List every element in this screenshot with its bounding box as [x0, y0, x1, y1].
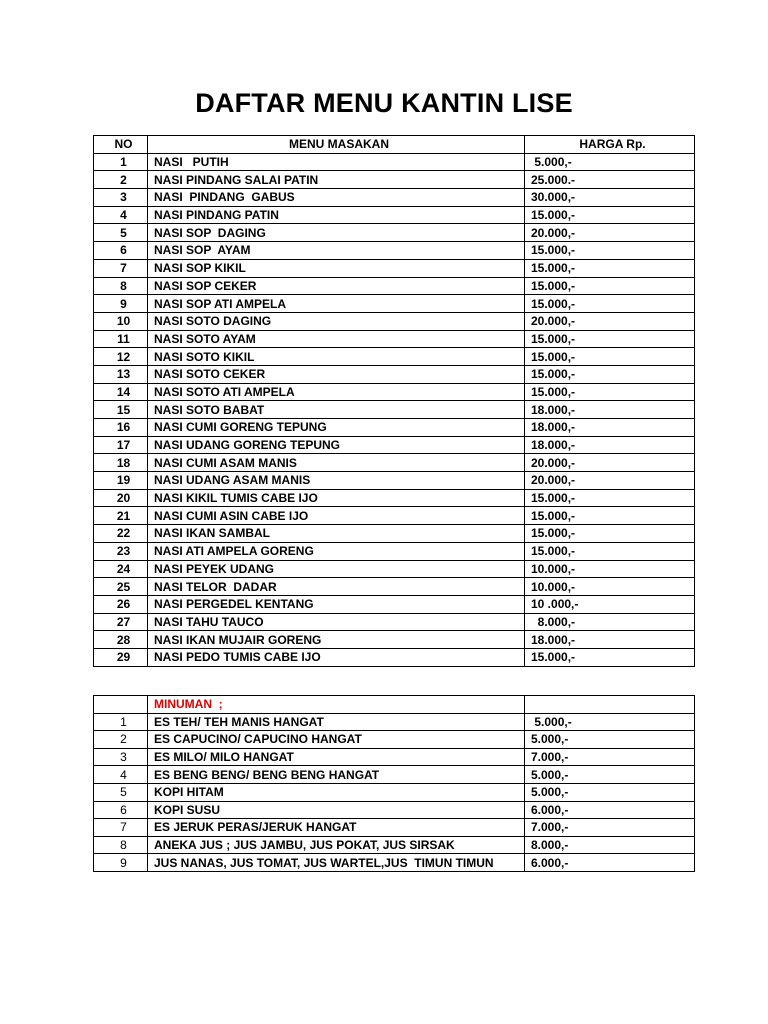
item-price: 15.000,- — [525, 489, 695, 507]
table-row — [94, 259, 695, 277]
table-row — [94, 419, 695, 437]
item-name: NASI IKAN MUJAIR GORENG — [148, 631, 525, 649]
item-number: 1 — [94, 153, 148, 171]
drink-header-no-cell — [94, 696, 148, 714]
table-row — [94, 731, 695, 749]
item-price: 15.000,- — [525, 330, 695, 348]
item-name: NASI KIKIL TUMIS CABE IJO — [148, 489, 525, 507]
item-price: 8.000,- — [525, 613, 695, 631]
item-name: JUS NANAS, JUS TOMAT, JUS WARTEL,JUS TIMUN TIMUN — [148, 854, 525, 872]
food-table-header-row — [94, 136, 695, 154]
item-price: 15.000,- — [525, 277, 695, 295]
item-number: 16 — [94, 419, 148, 437]
item-name: NASI CUMI ASIN CABE IJO — [148, 507, 525, 525]
item-price: 15.000,- — [525, 542, 695, 560]
item-number: 4 — [94, 766, 148, 784]
item-number: 27 — [94, 613, 148, 631]
item-name: NASI SOTO DAGING — [148, 312, 525, 330]
item-name: NASI PINDANG GABUS — [148, 189, 525, 207]
item-name: KOPI SUSU — [148, 801, 525, 819]
item-number: 24 — [94, 560, 148, 578]
table-row — [94, 836, 695, 854]
item-name: ES BENG BENG/ BENG BENG HANGAT — [148, 766, 525, 784]
item-name: NASI UDANG ASAM MANIS — [148, 472, 525, 490]
table-row — [94, 436, 695, 454]
column-header-menu: MENU MASAKAN — [148, 136, 525, 154]
item-number: 2 — [94, 731, 148, 749]
table-row — [94, 713, 695, 731]
table-row — [94, 801, 695, 819]
table-row — [94, 365, 695, 383]
item-number: 21 — [94, 507, 148, 525]
item-price: 30.000,- — [525, 189, 695, 207]
item-name: KOPI HITAM — [148, 783, 525, 801]
column-header-no: NO — [94, 136, 148, 154]
item-number: 4 — [94, 206, 148, 224]
item-number: 23 — [94, 542, 148, 560]
item-number: 22 — [94, 525, 148, 543]
item-price: 15.000,- — [525, 383, 695, 401]
item-name: NASI PERGEDEL KENTANG — [148, 595, 525, 613]
item-number: 8 — [94, 836, 148, 854]
item-name: NASI SOTO AYAM — [148, 330, 525, 348]
item-name: ES MILO/ MILO HANGAT — [148, 748, 525, 766]
item-number: 20 — [94, 489, 148, 507]
table-row — [94, 489, 695, 507]
item-number: 15 — [94, 401, 148, 419]
table-row — [94, 348, 695, 366]
item-name: NASI UDANG GORENG TEPUNG — [148, 436, 525, 454]
food-menu-table — [93, 135, 695, 667]
item-name: NASI CUMI GORENG TEPUNG — [148, 419, 525, 437]
item-number: 6 — [94, 242, 148, 260]
item-name: ANEKA JUS ; JUS JAMBU, JUS POKAT, JUS SIRSAK — [148, 836, 525, 854]
item-price: 15.000,- — [525, 365, 695, 383]
item-name: NASI PUTIH — [148, 153, 525, 171]
item-price: 15.000,- — [525, 507, 695, 525]
item-number: 17 — [94, 436, 148, 454]
item-price: 15.000,- — [525, 206, 695, 224]
drink-section-label: MINUMAN ; — [148, 696, 525, 714]
item-number: 6 — [94, 801, 148, 819]
column-header-price: HARGA Rp. — [525, 136, 695, 154]
item-name: NASI CUMI ASAM MANIS — [148, 454, 525, 472]
drink-table-header-row — [94, 696, 695, 714]
item-name: NASI ATI AMPELA GORENG — [148, 542, 525, 560]
table-row — [94, 854, 695, 872]
table-row — [94, 507, 695, 525]
item-price: 5.000,- — [525, 783, 695, 801]
item-number: 25 — [94, 578, 148, 596]
item-name: NASI SOP ATI AMPELA — [148, 295, 525, 313]
item-price: 20.000,- — [525, 312, 695, 330]
drink-menu-table — [93, 695, 695, 872]
table-row — [94, 648, 695, 666]
table-row — [94, 153, 695, 171]
item-price: 15.000,- — [525, 525, 695, 543]
item-price: 10.000,- — [525, 560, 695, 578]
item-name: NASI PINDANG SALAI PATIN — [148, 171, 525, 189]
item-price: 25.000.- — [525, 171, 695, 189]
table-row — [94, 578, 695, 596]
table-row — [94, 560, 695, 578]
table-row — [94, 224, 695, 242]
table-row — [94, 242, 695, 260]
item-number: 3 — [94, 189, 148, 207]
item-number: 9 — [94, 854, 148, 872]
item-name: NASI TAHU TAUCO — [148, 613, 525, 631]
item-price: 15.000,- — [525, 348, 695, 366]
item-name: NASI SOTO ATI AMPELA — [148, 383, 525, 401]
item-name: NASI SOTO BABAT — [148, 401, 525, 419]
item-name: NASI SOP KIKIL — [148, 259, 525, 277]
table-row — [94, 401, 695, 419]
item-number: 7 — [94, 259, 148, 277]
table-row — [94, 171, 695, 189]
item-number: 14 — [94, 383, 148, 401]
item-number: 18 — [94, 454, 148, 472]
item-price: 18.000,- — [525, 401, 695, 419]
item-price: 5.000,- — [525, 713, 695, 731]
table-row — [94, 330, 695, 348]
item-price: 20.000,- — [525, 454, 695, 472]
item-price: 5.000,- — [525, 731, 695, 749]
item-number: 2 — [94, 171, 148, 189]
item-number: 28 — [94, 631, 148, 649]
item-name: NASI SOP CEKER — [148, 277, 525, 295]
item-number: 29 — [94, 648, 148, 666]
item-price: 10 .000,- — [525, 595, 695, 613]
table-row — [94, 277, 695, 295]
item-price: 20.000,- — [525, 472, 695, 490]
table-row — [94, 295, 695, 313]
item-price: 15.000,- — [525, 242, 695, 260]
item-price: 20.000,- — [525, 224, 695, 242]
table-row — [94, 206, 695, 224]
table-row — [94, 595, 695, 613]
item-name: NASI TELOR DADAR — [148, 578, 525, 596]
item-number: 9 — [94, 295, 148, 313]
item-price: 8.000,- — [525, 836, 695, 854]
item-number: 11 — [94, 330, 148, 348]
item-number: 7 — [94, 819, 148, 837]
item-price: 15.000,- — [525, 648, 695, 666]
item-number: 26 — [94, 595, 148, 613]
item-name: NASI IKAN SAMBAL — [148, 525, 525, 543]
table-row — [94, 454, 695, 472]
item-number: 5 — [94, 783, 148, 801]
item-price: 18.000,- — [525, 419, 695, 437]
item-price: 6.000,- — [525, 801, 695, 819]
item-name: NASI SOTO KIKIL — [148, 348, 525, 366]
table-row — [94, 189, 695, 207]
item-price: 5.000,- — [525, 153, 695, 171]
table-row — [94, 472, 695, 490]
table-row — [94, 766, 695, 784]
food-table-body — [94, 153, 695, 666]
item-number: 8 — [94, 277, 148, 295]
item-name: NASI SOTO CEKER — [148, 365, 525, 383]
item-price: 15.000,- — [525, 259, 695, 277]
page-title: DAFTAR MENU KANTIN LISE — [195, 88, 573, 118]
item-price: 18.000,- — [525, 436, 695, 454]
item-number: 10 — [94, 312, 148, 330]
table-row — [94, 783, 695, 801]
drink-table-body — [94, 713, 695, 871]
table-row — [94, 312, 695, 330]
item-name: ES JERUK PERAS/JERUK HANGAT — [148, 819, 525, 837]
table-row — [94, 613, 695, 631]
item-name: NASI PINDANG PATIN — [148, 206, 525, 224]
item-price: 7.000,- — [525, 748, 695, 766]
item-number: 13 — [94, 365, 148, 383]
table-row — [94, 748, 695, 766]
item-name: ES TEH/ TEH MANIS HANGAT — [148, 713, 525, 731]
table-row — [94, 542, 695, 560]
drink-header-price-cell — [525, 696, 695, 714]
item-number: 1 — [94, 713, 148, 731]
item-price: 5.000,- — [525, 766, 695, 784]
item-number: 19 — [94, 472, 148, 490]
item-name: NASI SOP DAGING — [148, 224, 525, 242]
item-number: 3 — [94, 748, 148, 766]
item-price: 10.000,- — [525, 578, 695, 596]
item-name: NASI PEYEK UDANG — [148, 560, 525, 578]
item-price: 15.000,- — [525, 295, 695, 313]
item-number: 5 — [94, 224, 148, 242]
item-number: 12 — [94, 348, 148, 366]
item-name: NASI PEDO TUMIS CABE IJO — [148, 648, 525, 666]
item-price: 7.000,- — [525, 819, 695, 837]
item-name: ES CAPUCINO/ CAPUCINO HANGAT — [148, 731, 525, 749]
item-price: 6.000,- — [525, 854, 695, 872]
table-row — [94, 819, 695, 837]
table-row — [94, 383, 695, 401]
item-price: 18.000,- — [525, 631, 695, 649]
table-row — [94, 631, 695, 649]
table-row — [94, 525, 695, 543]
item-name: NASI SOP AYAM — [148, 242, 525, 260]
